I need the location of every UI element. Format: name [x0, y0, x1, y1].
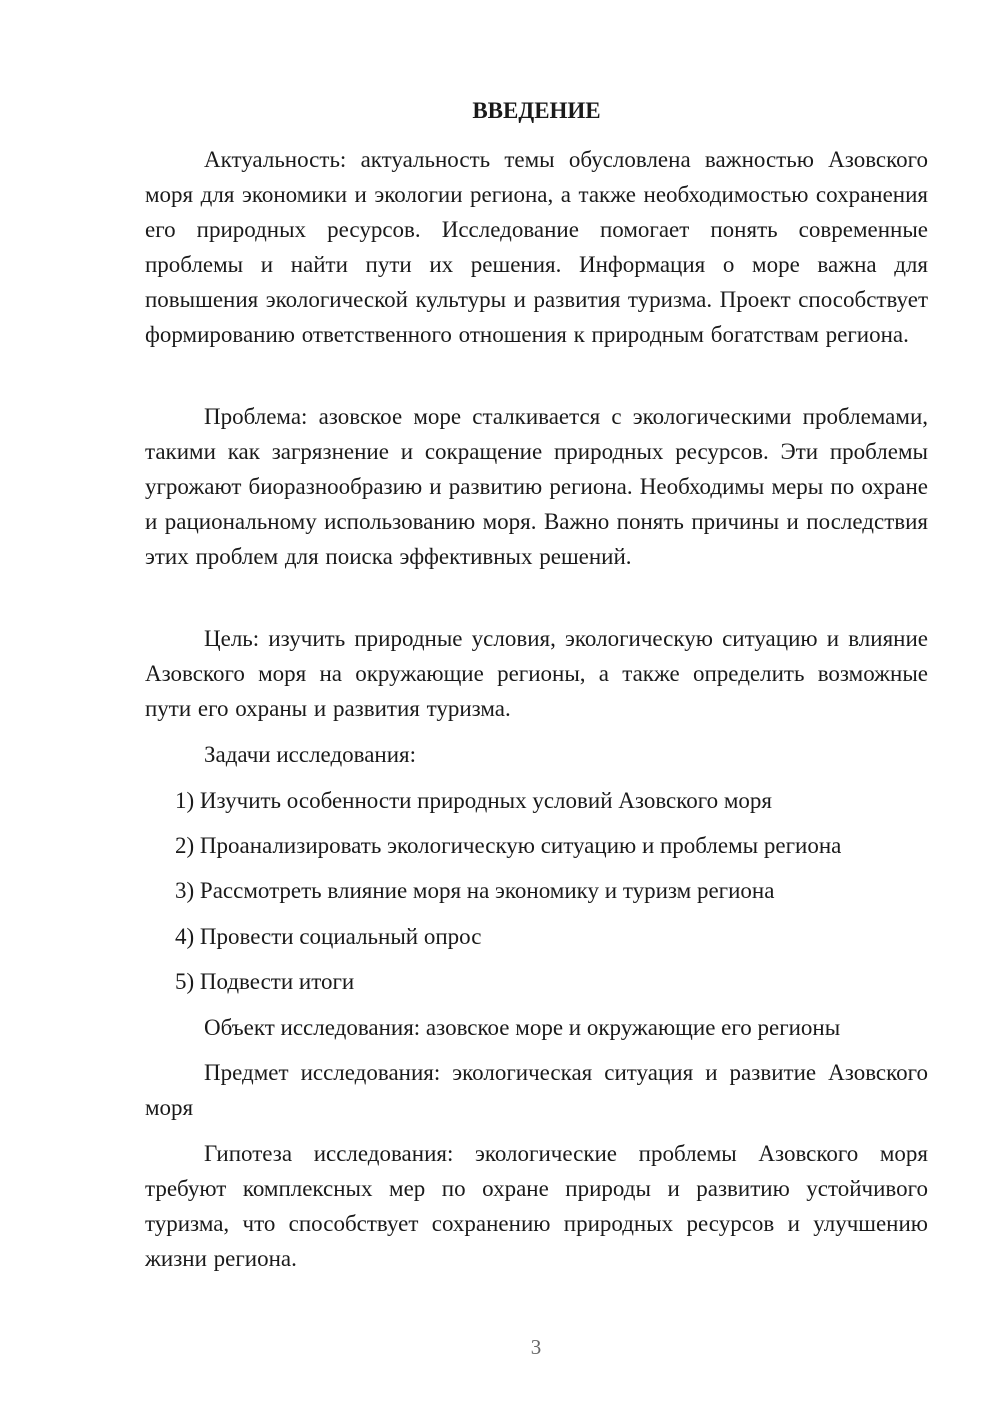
section-title: ВВЕДЕНИЕ — [472, 98, 601, 123]
task-item-4: 4) Провести социальный опрос — [175, 924, 482, 949]
task-item-1: 1) Изучить особенности природных условий Азовского моря — [175, 788, 773, 813]
relevance-paragraph: Актуальность: актуальность темы обусловлена важностью Азовского моря для экономики и экологии региона, а также необходимостью сохранения его природных ресурсов. Исследование помогает понять современные проблемы и найти пути их решения. Информация о море важна для повышения экологической культуры и развития туризма. Проект способствует формированию ответственного отношения к природным богатствам региона. — [145, 147, 928, 347]
subject-paragraph: Предмет исследования: экологическая ситуация и развитие Азовского моря — [145, 1060, 928, 1120]
task-item-2: 2) Проанализировать экологическую ситуацию и проблемы региона — [175, 833, 842, 858]
hypothesis-paragraph: Гипотеза исследования: экологические проблемы Азовского моря требуют комплексных мер по охране природы и развитию устойчивого туризма, что способствует сохранению природных ресурсов и улучшению жизни региона. — [145, 1141, 928, 1271]
object-paragraph: Объект исследования: азовское море и окружающие его регионы — [204, 1015, 841, 1040]
problem-paragraph: Проблема: азовское море сталкивается с экологическими проблемами, такими как загрязнение и сокращение природных ресурсов. Эти проблемы угрожают биоразнообразию и развитию региона. Необходимы меры по охране и рациональному использованию моря. Важно понять причины и последствия этих проблем для поиска эффективных решений. — [145, 404, 928, 569]
task-item-3: 3) Рассмотреть влияние моря на экономику и туризм региона — [175, 878, 775, 903]
page-number: 3 — [530, 1335, 542, 1359]
tasks-heading: Задачи исследования: — [204, 742, 417, 767]
goal-paragraph: Цель: изучить природные условия, экологическую ситуацию и влияние Азовского моря на окружающие регионы, а также определить возможные пути его охраны и развития туризма. — [145, 626, 928, 721]
task-item-5: 5) Подвести итоги — [175, 969, 355, 994]
